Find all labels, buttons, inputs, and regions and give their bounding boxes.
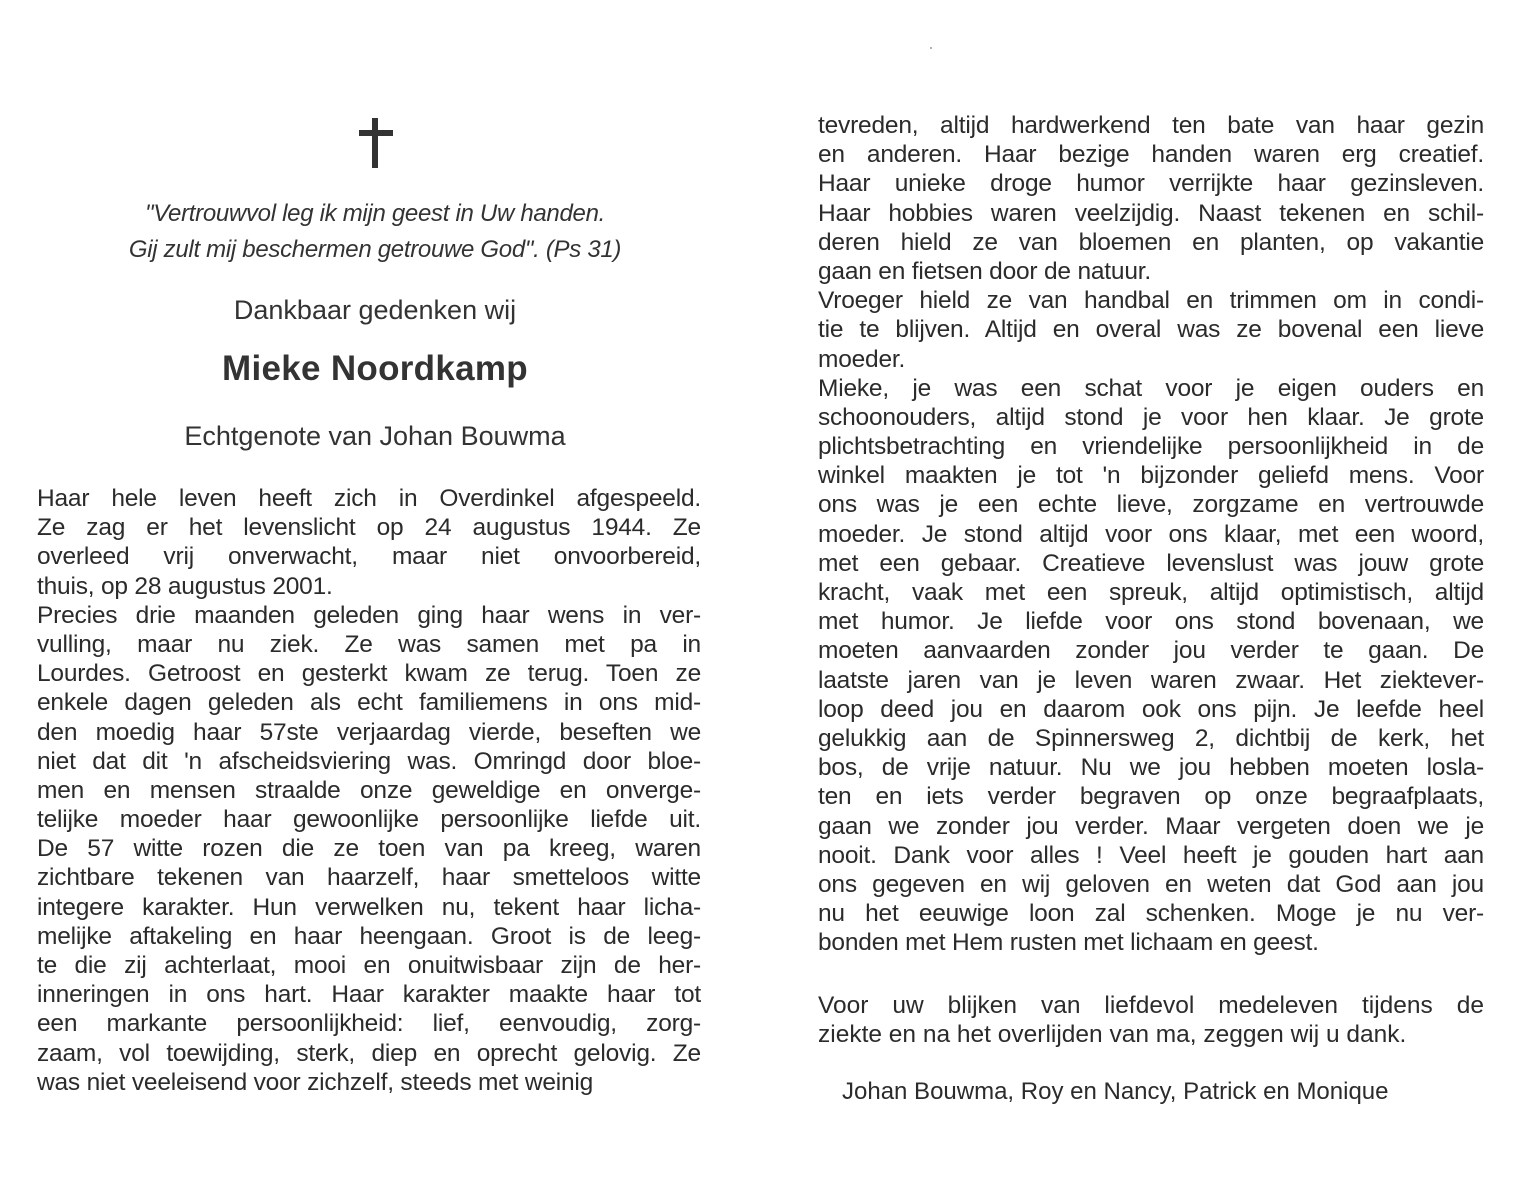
text-line: zaam, vol toewijding, sterk, diep en oprecht gelovig. Ze <box>37 1039 701 1067</box>
text-line: nooit. Dank voor alles ! Veel heeft je gouden hart aan <box>818 841 1484 869</box>
biography-right-column <box>818 111 1484 957</box>
cross-icon-vertical <box>372 118 378 168</box>
text-line: moeder. Je stond altijd voor ons klaar, met een woord, <box>818 520 1484 548</box>
text-line: moeten aanvaarden zonder jou verder te gaan. De <box>818 637 1484 665</box>
scan-speck <box>930 47 932 49</box>
thanks-line: ziekte en na het overlijden van ma, zeggen wij u dank. <box>818 1021 1407 1049</box>
text-line: kracht, vaak met een spreuk, altijd optimistisch, altijd <box>818 579 1484 606</box>
text-line: Haar unieke droge humor verrijkte haar gezinsleven. <box>818 170 1484 198</box>
cross-icon-horizontal <box>359 130 393 136</box>
deceased-name: Mieke Noordkamp <box>222 349 528 388</box>
text-line: ons gegeven en wij geloven en weten dat God aan jou <box>818 870 1484 898</box>
text-line: zichtbare tekenen van haarzelf, haar smetteloos witte <box>37 864 701 892</box>
psalm-quote-line-1: "Vertrouwvol leg ik mijn geest in Uw handen. <box>145 200 605 227</box>
text-line: was niet veeleisend voor zichzelf, steeds met weinig <box>37 1068 594 1096</box>
text-line: plichtsbetrachting en vriendelijke persoonlijkheid in de <box>818 433 1484 461</box>
text-line: Lourdes. Getroost en gesterkt kwam ze terug. Toen ze <box>37 660 701 688</box>
text-line: inneringen in ons hart. Haar karakter maakte haar tot <box>37 981 701 1009</box>
text-line: ons was je een echte lieve, zorgzame en vertrouwde <box>818 491 1484 519</box>
text-line: nu het eeuwige loon zal schenken. Moge je nu ver- <box>818 900 1484 928</box>
text-line: Mieke, je was een schat voor je eigen ouders en <box>818 374 1484 402</box>
text-line: enkele dagen geleden als echt familiemens in ons mid- <box>37 689 701 717</box>
text-line: met een gebaar. Creatieve levenslust was jouw grote <box>818 549 1484 577</box>
text-line: met humor. Je liefde voor ons stond bovenaan, we <box>818 608 1484 636</box>
text-line: gaan we zonder jou verder. Maar vergeten doen we je <box>818 812 1484 840</box>
text-line: telijke moeder haar gewoonlijke persoonlijke liefde uit. <box>37 806 701 834</box>
text-line: Haar hele leven heeft zich in Overdinkel afgespeeld. <box>37 485 701 512</box>
text-line: moeder. <box>818 345 906 373</box>
text-line: niet dat dit 'n afscheidsviering was. Omringd door bloe- <box>37 747 701 775</box>
intro-text: Dankbaar gedenken wij <box>233 295 517 325</box>
cross-icon <box>359 118 393 168</box>
text-line: bonden met Hem rusten met lichaam en geest. <box>818 929 1319 957</box>
text-line: den moedig haar 57ste verjaardag vierde, beseften we <box>37 718 701 746</box>
text-line: Ze zag er het levenslicht op 24 augustus 1944. Ze <box>37 514 701 542</box>
text-line: men en mensen straalde onze geweldige en onverge- <box>37 776 701 804</box>
thanks-paragraph <box>818 991 1484 1049</box>
text-line: ten en iets verder begraven op onze begraafplaats, <box>818 783 1484 811</box>
text-line: Vroeger hield ze van handbal en trimmen om in condi- <box>818 287 1484 315</box>
text-line: een markante persoonlijkheid: lief, eenvoudig, zorg- <box>37 1010 701 1038</box>
text-line: Precies drie maanden geleden ging haar wens in ver- <box>37 601 701 629</box>
biography-left-column <box>37 484 701 1097</box>
text-line: gelukkig aan de Spinnersweg 2, dichtbij de kerk, het <box>818 724 1484 752</box>
text-line: bos, de vrije natuur. Nu we jou hebben moeten losla- <box>818 754 1484 782</box>
text-line: laatste jaren van je leven waren zwaar. Het ziektever- <box>818 666 1484 694</box>
spouse-line: Echtgenote van Johan Bouwma <box>184 421 566 451</box>
text-line: winkel maakten je tot 'n bijzonder geliefd mens. Voor <box>818 462 1484 490</box>
text-line: gaan en fietsen door de natuur. <box>818 257 1151 285</box>
text-line: vulling, maar nu ziek. Ze was samen met pa in <box>37 630 701 658</box>
text-line: thuis, op 28 augustus 2001. <box>37 572 333 600</box>
text-line: en anderen. Haar bezige handen waren erg creatief. <box>818 141 1484 169</box>
text-line: integere karakter. Hun verwelken nu, tekent haar licha- <box>37 893 701 921</box>
psalm-quote-line-2: Gij zult mij beschermen getrouwe God". (Ps 31) <box>128 236 622 263</box>
text-line: melijke aftakeling en haar heengaan. Groot is de leeg- <box>37 922 701 950</box>
text-line: Haar hobbies waren veelzijdig. Naast tekenen en schil- <box>818 199 1484 227</box>
text-line: tevreden, altijd hardwerkend ten bate van haar gezin <box>818 112 1484 139</box>
text-line: De 57 witte rozen die ze toen van pa kreeg, waren <box>37 835 701 863</box>
text-line: te die zij achterlaat, mooi en onuitwisbaar zijn de her- <box>37 952 701 979</box>
text-line: overleed vrij onverwacht, maar niet onvoorbereid, <box>37 543 701 571</box>
thanks-line: Voor uw blijken van liefdevol medeleven tijdens de <box>818 992 1484 1019</box>
text-line: tie te blijven. Altijd en overal was ze bovenal een lieve <box>818 316 1484 344</box>
text-line: loop deed jou en daarom ook ons pijn. Je leefde heel <box>818 695 1484 723</box>
text-line: deren hield ze van bloemen en planten, op vakantie <box>818 228 1484 256</box>
text-line: schoonouders, altijd stond je voor hen klaar. Je grote <box>818 403 1484 431</box>
family-signature: Johan Bouwma, Roy en Nancy, Patrick en Monique <box>842 1078 1389 1105</box>
